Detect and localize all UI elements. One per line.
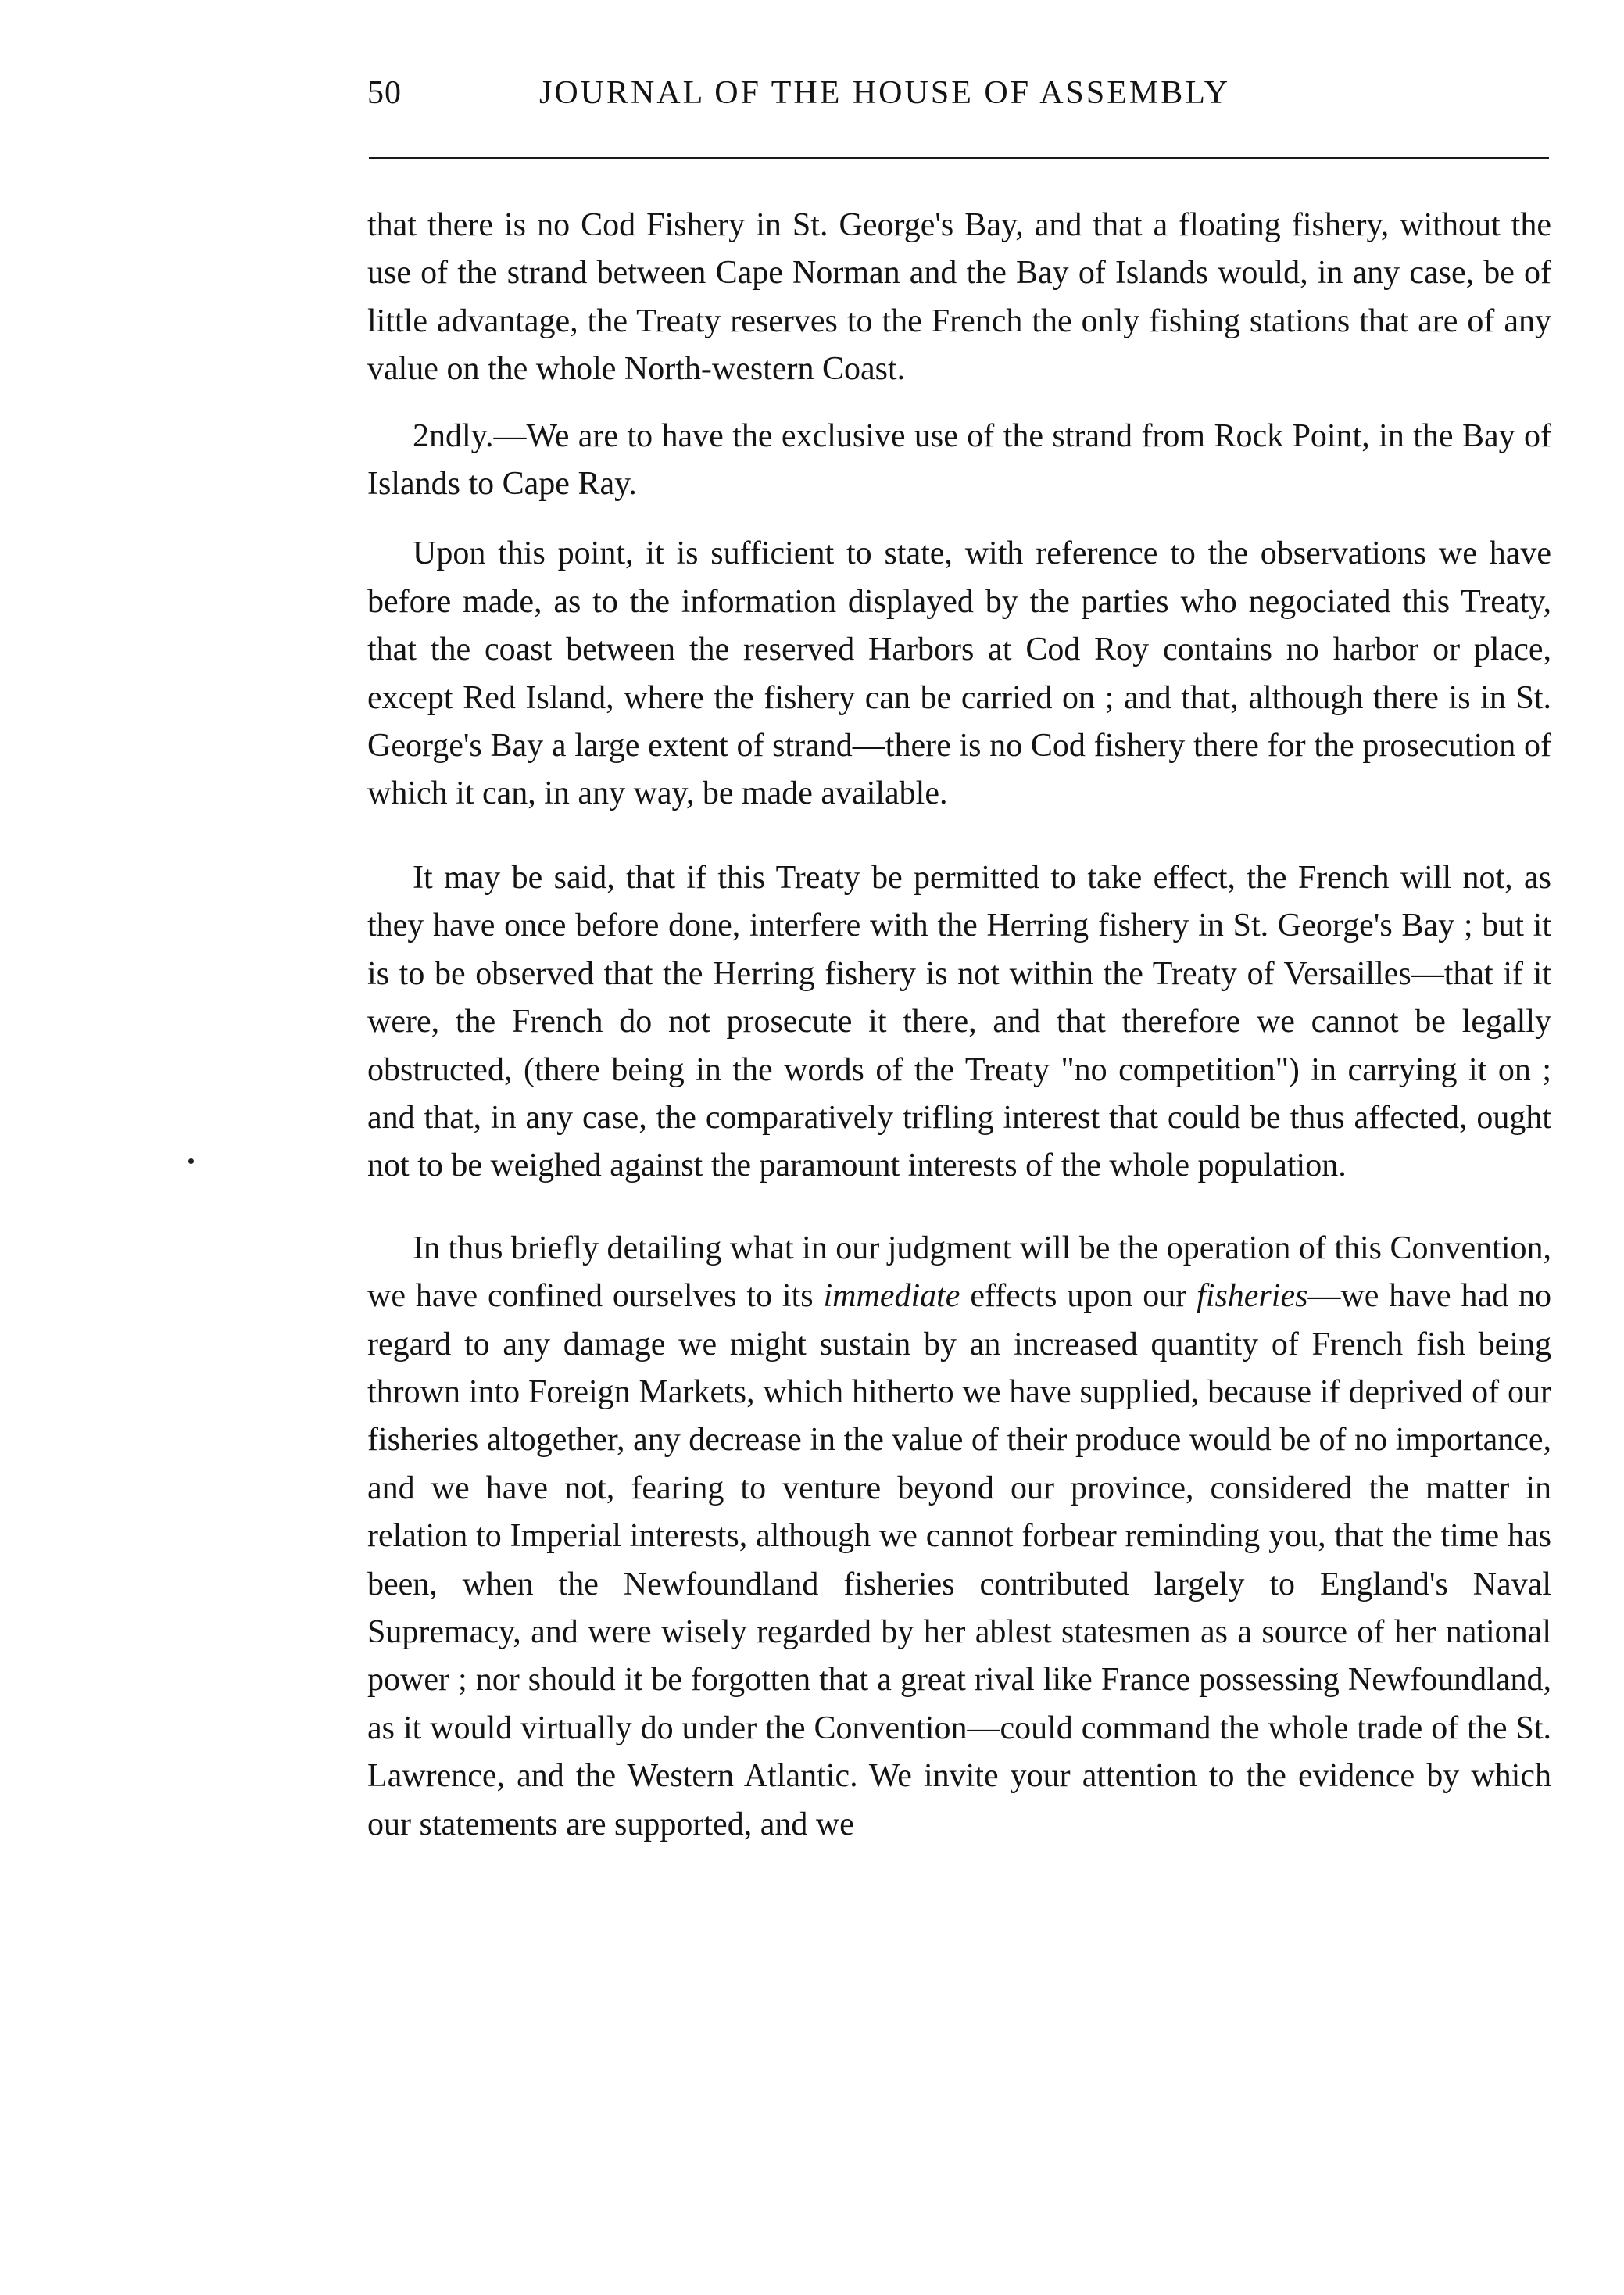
page-number: 50 xyxy=(367,75,402,111)
paragraph-1: that there is no Cod Fishery in St. George's Bay, and that a floating fishery, without the use of the strand between Cape Norman and the Bay of Islands would, in any case, be of little advantage, the Treaty reserves to the French the only fishing stations that are of any value on the whole North-western Coast. xyxy=(367,207,1551,388)
emphasis-immediate: immediate xyxy=(823,1278,960,1315)
paragraph-5-text-b: effects upon our xyxy=(960,1278,1197,1315)
paragraph-5-text-a: In thus briefly detailing what in our judgment will be the operation of this Convention, we have confined ourselves to its xyxy=(367,1230,1551,1315)
paragraph-2: 2ndly.—We are to have the exclusive use of the strand from Rock Point, in the Bay of Islands to Cape Ray. xyxy=(367,417,1551,503)
margin-mark xyxy=(188,1158,194,1164)
header-rule xyxy=(369,157,1549,159)
paragraph-3: Upon this point, it is sufficient to state, with reference to the observations we have before made, as to the information displayed by the parties who negociated this Treaty, that the coast between the reserved Harbors at Cod Roy contains no harbor or place, except Red Island, where the fishery can be carried on ; and that, although there is in St. George's Bay a large extent of strand—there is no Cod fishery there for the prosecution of which it can, in any way, be made available. xyxy=(367,535,1551,812)
body-text xyxy=(367,202,1551,1849)
page-header xyxy=(367,74,1547,129)
running-head: JOURNAL OF THE HOUSE OF ASSEMBLY xyxy=(539,75,1231,111)
paragraph-5 xyxy=(367,1225,1551,1849)
paragraph-5-text-c: —we have had no regard to any damage we might sustain by an increased quantity of French fish being thrown into Foreign Markets, which hitherto we have supplied, because if deprived of our fisheries altogether, any decrease in the value of their produce would be of no importance, and we have not, fearing to venture beyond our province, considered the matter in relation to Imperial interests, although we cannot forbear reminding you, that the time has been, when the Newfoundland fisheries contributed largely to England's Naval Supremacy, and were wisely regarded by her ablest statesmen as a source of her national power ; nor should it be forgotten that a great rival like France possessing Newfoundland, as it would virtually do under the Convention—could command the whole trade of the St. Lawrence, and the Western Atlantic. We invite your attention to the evidence by which our statements are supported, and we xyxy=(367,1278,1552,1842)
paragraph-4: It may be said, that if this Treaty be permitted to take effect, the French will not, as they have once before done, interfere with the Herring fishery in St. George's Bay ; but it is to be observed that the Herring fishery is not within the Treaty of Versailles—that if it were, the French do not prosecute it there, and that therefore we cannot be legally obstructed, (there being in the words of the Treaty "no competition") in carrying it on ; and that, in any case, the comparatively trifling interest that could be thus affected, ought not to be weighed against the paramount interests of the whole population. xyxy=(367,859,1551,1184)
emphasis-fisheries: fisheries xyxy=(1197,1278,1308,1315)
